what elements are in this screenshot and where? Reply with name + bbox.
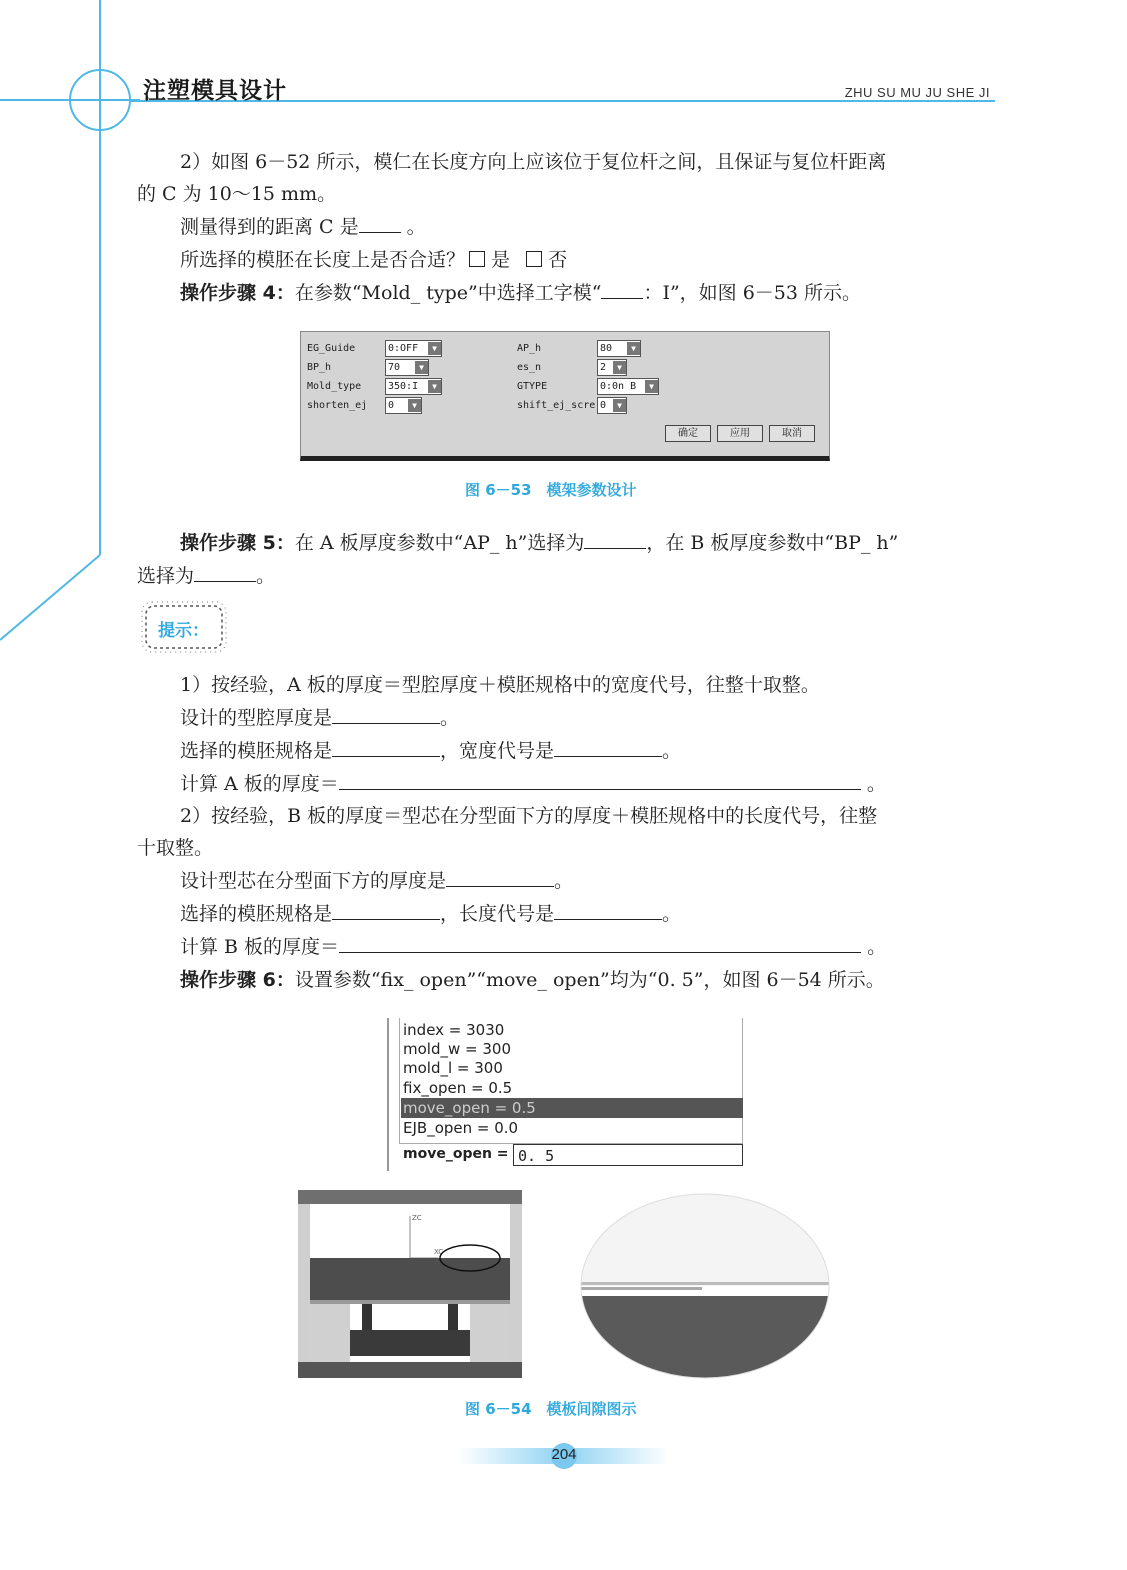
cancel-button[interactable]: 取消 xyxy=(769,425,815,442)
list-item[interactable]: fix_open = 0.5 xyxy=(403,1079,513,1097)
period: 。 xyxy=(256,565,276,587)
list-item[interactable]: index = 3030 xyxy=(403,1021,505,1039)
page-number: 204 xyxy=(551,1446,577,1463)
param-select-mold-type[interactable]: 350:I ▼ xyxy=(385,378,442,395)
dropdown-arrow-icon: ▼ xyxy=(428,342,441,355)
cavity-thickness-text: 设计的型腔厚度是 xyxy=(180,707,333,729)
calc-a-line xyxy=(180,768,886,800)
param-label: GTYPE xyxy=(517,381,548,392)
mold-params-dialog xyxy=(300,331,830,461)
param-select-eg-guide[interactable]: 0:OFF ▼ xyxy=(385,340,442,357)
period: 。 xyxy=(662,740,682,762)
mold-spec-b-line xyxy=(180,898,681,930)
book-title-pinyin: ZHU SU MU JU SHE JI xyxy=(844,85,990,100)
cavity-thickness-line xyxy=(180,702,459,734)
measure-line xyxy=(180,211,426,243)
dropdown-arrow-icon: ▼ xyxy=(428,380,441,393)
param-label: shorten_ej xyxy=(307,400,368,411)
blank-width-code[interactable] xyxy=(554,738,662,757)
apply-button[interactable]: 应用 xyxy=(717,425,763,442)
param-label: Mold_type xyxy=(307,381,362,392)
para-1-line-1: 2）如图 6－52 所示，模仁在长度方向上应该位于复位杆之间，且保证与复位杆距离 xyxy=(180,151,887,173)
blank-ap-h[interactable] xyxy=(584,530,646,549)
step4-end: ：I”，如图 6－53 所示。 xyxy=(643,282,862,304)
param-label: BP_h xyxy=(307,362,332,373)
blank-mold-spec-b[interactable] xyxy=(332,901,440,920)
width-code-text: ，宽度代号是 xyxy=(440,740,555,762)
step6-line xyxy=(180,964,885,996)
param-select-shift-ej[interactable]: 0 ▼ xyxy=(597,397,627,414)
list-item[interactable]: EJB_open = 0.0 xyxy=(403,1119,519,1137)
expression-list-panel xyxy=(387,1018,743,1171)
param-select-es-n[interactable]: 2 ▼ xyxy=(597,359,627,376)
suitable-line xyxy=(180,244,567,276)
blank-core-thickness[interactable] xyxy=(446,868,554,887)
step4-text: 在参数“Mold_ type”中选择工字模“ xyxy=(294,282,602,304)
tip-label: 提示： xyxy=(158,621,209,641)
list-item[interactable]: mold_l = 300 xyxy=(403,1059,503,1077)
param-label: EG_Guide xyxy=(307,343,356,354)
gap-detail-image xyxy=(580,1192,830,1380)
step5-line2-text: 选择为 xyxy=(137,565,195,587)
measure-text: 测量得到的距离 C 是 xyxy=(180,216,359,238)
suitable-question: 所选择的模胚在长度上是否合适？ xyxy=(180,249,466,271)
period: 。 xyxy=(554,870,574,892)
step5-line-2 xyxy=(137,560,275,592)
calc-b-text: 计算 B 板的厚度＝ xyxy=(180,936,340,958)
tip-2-line-2: 十取整。 xyxy=(137,837,214,859)
move-open-label: move_open = xyxy=(403,1146,509,1162)
page-number-ribbon xyxy=(458,1443,670,1469)
mold-assembly-image xyxy=(298,1190,522,1378)
figure-caption-6-53: 图 6－53 模架参数设计 xyxy=(465,481,637,499)
step6-text: 设置参数“fix_ open”“move_ open”均为“0. 5”，如图 6－54 所示。 xyxy=(294,969,885,991)
ok-button[interactable]: 确定 xyxy=(665,425,711,442)
calc-a-text: 计算 A 板的厚度＝ xyxy=(180,773,339,795)
list-item[interactable]: mold_w = 300 xyxy=(403,1040,511,1058)
dropdown-arrow-icon: ▼ xyxy=(613,361,626,374)
step5-text-b: ，在 B 板厚度参数中“BP_ h” xyxy=(646,532,899,554)
mold-spec-text: 选择的模胚规格是 xyxy=(180,903,333,925)
page-decoration xyxy=(0,0,140,650)
blank-calc-b[interactable] xyxy=(339,934,861,953)
length-code-text: ，长度代号是 xyxy=(440,903,555,925)
list-item-selected[interactable]: move_open = 0.5 xyxy=(403,1099,536,1117)
period: 。 xyxy=(662,903,682,925)
option-yes: 是 xyxy=(491,249,511,271)
mold-spec-text: 选择的模胚规格是 xyxy=(180,740,333,762)
step5-text-a: 在 A 板厚度参数中“AP_ h”选择为 xyxy=(294,532,585,554)
period: 。 xyxy=(866,773,886,795)
param-select-bp-h[interactable]: 70 ▼ xyxy=(385,359,429,376)
period: 。 xyxy=(440,707,460,729)
blank-bp-h[interactable] xyxy=(194,563,256,582)
tip-1: 1）按经验，A 板的厚度＝型腔厚度＋模胚规格中的宽度代号，往整十取整。 xyxy=(180,674,820,696)
param-select-gtype[interactable]: 0:0n B ▼ xyxy=(597,378,659,395)
move-open-input[interactable]: 0. 5 xyxy=(513,1144,743,1166)
step4-label: 操作步骤 4： xyxy=(180,282,295,304)
step5-line-1 xyxy=(180,527,898,559)
blank-mold-spec-a[interactable] xyxy=(332,738,440,757)
dropdown-arrow-icon: ▼ xyxy=(408,399,421,412)
checkbox-no[interactable] xyxy=(526,251,542,267)
param-label: AP_h xyxy=(517,343,542,354)
dropdown-arrow-icon: ▼ xyxy=(613,399,626,412)
dropdown-arrow-icon: ▼ xyxy=(415,361,428,374)
calc-b-line xyxy=(180,931,886,963)
param-select-ap-h[interactable]: 80 ▼ xyxy=(597,340,641,357)
period: 。 xyxy=(867,936,887,958)
blank-calc-a[interactable] xyxy=(339,771,861,790)
core-thickness-line xyxy=(180,865,573,897)
blank-length-code[interactable] xyxy=(554,901,662,920)
tip-badge xyxy=(140,600,228,654)
blank-mold-type[interactable] xyxy=(601,280,643,299)
param-select-shorten-ej[interactable]: 0 ▼ xyxy=(385,397,422,414)
axis-label-xc: XC xyxy=(434,1248,444,1256)
mold-spec-a-line xyxy=(180,735,681,767)
blank-cavity-thickness[interactable] xyxy=(332,705,440,724)
step5-label: 操作步骤 5： xyxy=(180,532,295,554)
option-no: 否 xyxy=(548,249,568,271)
tip-2-line-1: 2）按经验，B 板的厚度＝型芯在分型面下方的厚度＋模胚规格中的长度代号，往整 xyxy=(180,805,878,827)
param-label: es_n xyxy=(517,362,542,373)
checkbox-yes[interactable] xyxy=(469,251,485,267)
step6-label: 操作步骤 6： xyxy=(180,969,295,991)
dropdown-arrow-icon: ▼ xyxy=(645,380,658,393)
core-thickness-text: 设计型芯在分型面下方的厚度是 xyxy=(180,870,447,892)
axis-label-zc: ZC xyxy=(412,1214,422,1222)
figure-caption-6-54: 图 6－54 模板间隙图示 xyxy=(465,1400,637,1418)
para-1-line-2: 的 C 为 10～15 mm。 xyxy=(137,183,337,205)
dropdown-arrow-icon: ▼ xyxy=(627,342,640,355)
step4-line xyxy=(180,277,861,309)
period: 。 xyxy=(406,216,426,238)
param-label: shift_ej_scre xyxy=(517,400,596,411)
book-title: 注塑模具设计 xyxy=(143,78,287,104)
blank-distance-c[interactable] xyxy=(359,214,401,233)
